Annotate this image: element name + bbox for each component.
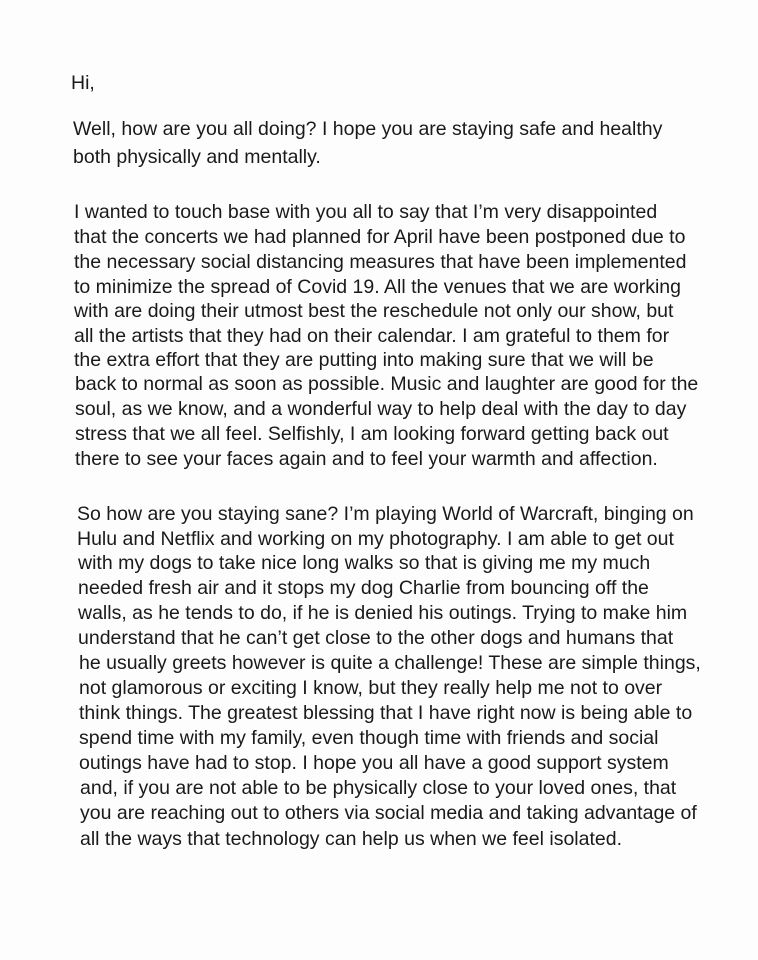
letter-line: the extra effort that they are putting into making sure that we will be: [74, 349, 654, 371]
letter-line: outings have had to stop. I hope you all have a good support system: [79, 752, 669, 774]
letter-line: needed fresh air and it stops my dog Charlie from bouncing off the: [78, 577, 649, 599]
letter-line: Hulu and Netflix and working on my photography. I am able to get out: [77, 528, 674, 550]
letter-line: not glamorous or exciting I know, but they really help me not to over: [79, 677, 663, 699]
letter-line: he usually greets however is quite a challenge! These are simple things,: [79, 652, 701, 674]
letter-line: and, if you are not able to be physically close to your loved ones, that: [80, 777, 677, 799]
letter-line: I wanted to touch base with you all to say that I’m very disappointed: [74, 201, 658, 223]
greeting: Hi,: [71, 72, 95, 94]
letter-line: there to see your faces again and to feel your warmth and affection.: [75, 448, 658, 470]
letter-line: understand that he can’t get close to the other dogs and humans that: [78, 627, 674, 649]
letter-line: all the artists that they had on their calendar. I am grateful to them for: [74, 325, 670, 347]
letter-line: to minimize the spread of Covid 19. All the venues that we are working: [74, 276, 681, 298]
letter-line: with are doing their utmost best the reschedule not only our show, but: [74, 300, 674, 322]
letter-line: So how are you staying sane? I’m playing World of Warcraft, binging on: [77, 503, 694, 525]
letter-line: think things. The greatest blessing that I have right now is being able to: [79, 702, 693, 724]
letter-line: spend time with my family, even though time with friends and social: [79, 727, 659, 749]
letter-line: soul, as we know, and a wonderful way to help deal with the day to day: [75, 398, 687, 420]
letter-line: Well, how are you all doing? I hope you are staying safe and healthy: [73, 118, 663, 140]
letter-line: stress that we all feel. Selfishly, I am looking forward getting back out: [75, 423, 669, 445]
letter-line: you are reaching out to others via social media and taking advantage of: [80, 802, 697, 824]
letter-line: with my dogs to take nice long walks so that is giving me my much: [78, 552, 651, 574]
letter-line: walls, as he tends to do, if he is denied his outings. Trying to make him: [78, 602, 688, 624]
letter-line: back to normal as soon as possible. Music and laughter are good for the: [75, 373, 699, 395]
letter-line: the necessary social distancing measures that have been implemented: [74, 251, 687, 273]
letter-line: all the ways that technology can help us when we feel isolated.: [80, 828, 623, 850]
letter-line: that the concerts we had planned for April have been postponed due to: [74, 226, 686, 248]
letter-line: both physically and mentally.: [73, 146, 321, 168]
